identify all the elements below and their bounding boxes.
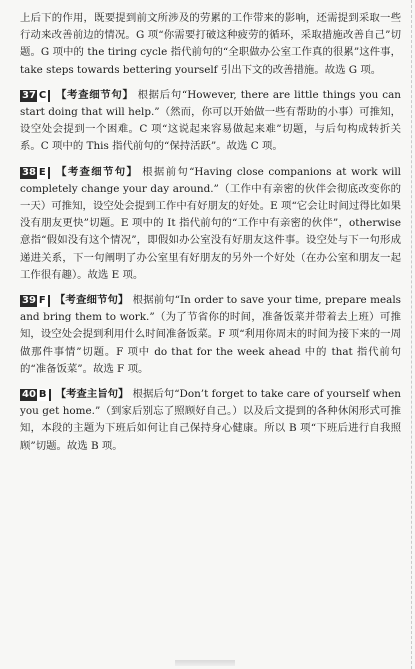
explanation-text: 根据后句“However, there are little things you can start doing that will help.”（然而，你可以开始做一些有帮助的小事）可推知，设空处会提到一个困难。C 项“这说起来容易做起来难”切题，与后句构成转折关系。C 项中的 This 指代前句的“保持活跃”。故选 C 项。: [20, 88, 402, 153]
question-number: 39: [22, 295, 36, 307]
explanation-item-37: [20, 87, 401, 156]
question-number: 40: [22, 389, 36, 401]
question-type-tag: 【考查细节句】: [55, 88, 134, 101]
answer-letter: C: [38, 89, 47, 101]
intro-paragraph: 上后下的作用，既要提到前文所涉及的劳累的工作带来的影响，还需提到采取一些行动来改善前边的情况。G 项“你需要打破这种疲劳的循环，采取措施改善自己”切题。G 项中的 the tiring cycle 指代前句的“全职做办公室工作真的很累”这件事，take steps towards bettering yourself 引出下文的改善措施。故选 G 项。: [20, 12, 401, 76]
question-type-tag: 【考查主旨句】: [55, 388, 129, 401]
question-badge: [20, 389, 51, 401]
page-edge-divider: [410, 0, 412, 669]
explanation-text: 根据前句“Having close companions at work will completely change your day around.”（工作中有亲密的伙伴会彻底改变你的一天）可推知，设空处会提到工作中有好朋友的好处。E 项“它会让时间过得比如果没有朋友更快”切题。E 项中的 It 指代前句的“工作中有亲密的伙伴”，otherwise 意指“假如没有这个情况”，即假如办公室没有好朋友这件事。设空处与下一句形成递进关系，下一句阐明了办公室里有好朋友的另外一个好处（在办公室和朋友一起工作很有趣）。故选 E 项。: [20, 165, 402, 281]
answer-letter: E: [38, 166, 46, 178]
answer-letter: F: [38, 295, 46, 307]
question-number: 37: [22, 89, 36, 101]
question-number: 38: [22, 166, 36, 178]
footer-fragment: [175, 660, 235, 666]
explanation-item-40: [20, 386, 401, 455]
explanation-item-39: [20, 292, 401, 378]
question-badge: [20, 90, 50, 102]
question-badge: [20, 167, 50, 179]
question-type-tag: 【考查细节句】: [54, 294, 129, 307]
explanation-text: 根据后句“Don’t forget to take care of yourself when you get home.”（到家后别忘了照顾好自己。）以及后文提到的各种休闲形式可推知，本段的主题为下班后如何让自己保持身心健康。所以 B 项“下班后进行自我照顾”切题。故选 B 项。: [20, 388, 402, 452]
question-type-tag: 【考查细节句】: [54, 165, 139, 178]
answer-letter: B: [38, 389, 47, 401]
question-badge: [20, 295, 50, 307]
explanation-text: 根据前句“In order to save your time, prepare meals and bring them to work.”（为了节省你的时间，准备饭菜并带着去上班）可推知，设空处会提到利用什么时间准备饭菜。F 项“利用你周末的时间为接下来的一周做那件事情”切题。F 项中 do that for the week ahead 中的 that 指代前句的“准备饭菜”。故选 F 项。: [20, 294, 401, 375]
explanation-item-38: [20, 164, 401, 284]
